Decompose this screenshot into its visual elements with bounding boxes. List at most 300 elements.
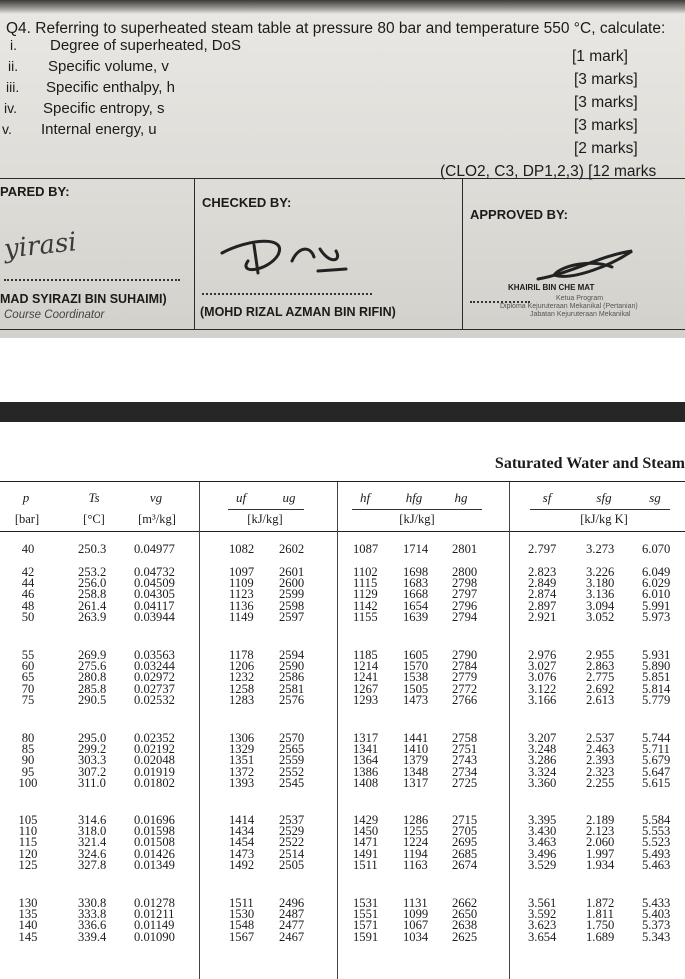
table-cell-T: 250.3 <box>78 542 107 556</box>
table-cell-uf: 1082 <box>229 542 255 556</box>
approved-by-label: APPROVED BY: <box>470 207 568 222</box>
table-cell-uf: 1258 <box>229 681 255 696</box>
table-cell-T: 333.8 <box>78 907 107 922</box>
table-cell-T: 263.9 <box>78 609 107 624</box>
table-cell-sfg: 2.123 <box>586 824 615 839</box>
table-cell-sg: 5.343 <box>642 929 671 944</box>
table-cell-T: 339.4 <box>78 929 107 944</box>
table-cell-sf: 3.027 <box>528 659 557 674</box>
table-cell-uf: 1351 <box>229 753 255 768</box>
table-cell-sg: 5.433 <box>642 896 671 910</box>
table-cell-hfg: 1067 <box>403 918 429 933</box>
table-cell-sfg: 1.997 <box>586 846 615 861</box>
table-cell-sg: 5.463 <box>642 857 671 872</box>
table-cell-v: 0.01149 <box>134 918 175 933</box>
unit-bar <box>228 509 304 510</box>
question-item-marks: [3 marks] <box>574 94 638 111</box>
table-cell-hf: 1293 <box>353 692 379 707</box>
table-cell-sg: 5.711 <box>642 742 670 757</box>
unit-bar <box>352 509 482 510</box>
table-cell-hf: 1241 <box>353 670 379 685</box>
table-cell-hfg: 1410 <box>403 742 429 757</box>
header-p: p <box>22 490 30 505</box>
table-cell-hg: 2796 <box>452 598 478 613</box>
table-cell-T: 299.2 <box>78 742 107 757</box>
table-cell-ug: 2529 <box>279 824 305 839</box>
table-cell-sg: 5.553 <box>642 824 671 839</box>
table-cell-ug: 2496 <box>279 896 305 910</box>
table-cell-sf: 3.561 <box>528 896 557 910</box>
question-item-text: Internal energy, u <box>41 121 157 138</box>
table-cell-p: 145 <box>18 929 38 944</box>
header-hg: hg <box>454 490 468 505</box>
table-top-rule <box>0 481 685 482</box>
question-item-marks: [3 marks] <box>574 71 638 88</box>
table-cell-sg: 5.744 <box>642 731 671 745</box>
table-cell-T: 303.3 <box>78 753 107 768</box>
table-cell-hfg: 1286 <box>403 813 429 827</box>
table-cell-sg: 5.890 <box>642 659 671 674</box>
unit-h: [kJ/kg] <box>399 512 435 526</box>
table-cell-ug: 2487 <box>279 907 305 922</box>
table-cell-sf: 2.823 <box>528 565 557 579</box>
table-cell-hg: 2695 <box>452 835 478 850</box>
unit-s: [kJ/kg K] <box>580 512 628 526</box>
table-cell-hfg: 1224 <box>403 835 429 850</box>
table-cell-hfg: 1317 <box>403 775 429 790</box>
question-total: (CLO2, C3, DP1,2,3) [12 marks <box>440 163 657 180</box>
table-cell-p: 50 <box>21 609 35 624</box>
signature-table <box>0 178 685 330</box>
table-cell-uf: 1393 <box>229 775 255 790</box>
table-cell-ug: 2545 <box>279 775 305 790</box>
table-cell-hfg: 1099 <box>403 907 429 922</box>
table-cell-uf: 1492 <box>229 857 255 872</box>
table-cell-uf: 1454 <box>229 835 255 850</box>
column-divider <box>509 482 510 979</box>
table-cell-hg: 2685 <box>452 846 478 861</box>
item-number: iv. <box>4 100 17 116</box>
table-cell-T: 253.2 <box>78 565 107 579</box>
table-cell-v: 0.01090 <box>134 929 175 944</box>
question-item-marks: [3 marks] <box>574 117 638 134</box>
table-cell-T: 327.8 <box>78 857 107 872</box>
item-number: v. <box>2 121 12 137</box>
table-cell-sg: 5.679 <box>642 753 671 768</box>
table-cell-p: 65 <box>21 670 35 685</box>
table-cell-T: 330.8 <box>78 896 107 910</box>
divider <box>462 179 463 329</box>
table-cell-T: 280.8 <box>78 670 107 685</box>
prepared-by-label: PARED BY: <box>0 184 70 199</box>
table-cell-hfg: 1505 <box>403 681 429 696</box>
table-cell-uf: 1372 <box>229 764 255 779</box>
table-cell-p: 110 <box>18 824 38 839</box>
table-cell-v: 0.01802 <box>134 775 175 790</box>
table-cell-uf: 1149 <box>229 609 254 624</box>
table-cell-sg: 5.851 <box>642 670 671 685</box>
table-cell-sfg: 3.226 <box>586 565 615 579</box>
table-cell-uf: 1567 <box>229 929 255 944</box>
table-cell-sf: 2.797 <box>528 542 557 556</box>
header-sf: sf <box>542 490 552 505</box>
table-cell-sg: 5.931 <box>642 648 671 662</box>
table-cell-hf: 1511 <box>353 857 378 872</box>
table-cell-T: 324.6 <box>78 846 107 861</box>
table-cell-sfg: 2.692 <box>586 681 615 696</box>
header-ug: ug <box>282 490 296 505</box>
question-item-marks: [2 marks] <box>574 140 638 157</box>
table-cell-uf: 1109 <box>229 576 254 591</box>
table-cell-p: 120 <box>18 846 38 861</box>
table-cell-ug: 2477 <box>279 918 305 933</box>
table-cell-ug: 2559 <box>279 753 305 768</box>
table-cell-hg: 2650 <box>452 907 478 922</box>
table-cell-sg: 6.070 <box>642 542 671 556</box>
table-cell-ug: 2581 <box>279 681 305 696</box>
table-cell-T: 285.8 <box>78 681 107 696</box>
table-cell-hfg: 1473 <box>403 692 429 707</box>
table-cell-p: 46 <box>21 587 35 602</box>
table-cell-sfg: 1.689 <box>586 929 615 944</box>
table-cell-p: 95 <box>21 764 35 779</box>
header-uf: uf <box>235 490 247 505</box>
table-cell-sf: 3.360 <box>528 775 557 790</box>
table-cell-ug: 2594 <box>279 648 305 662</box>
table-cell-p: 105 <box>18 813 38 827</box>
table-cell-sfg: 3.094 <box>586 598 615 613</box>
table-cell-sf: 2.897 <box>528 598 557 613</box>
table-cell-hfg: 1605 <box>403 648 429 662</box>
table-cell-sf: 3.122 <box>528 681 557 696</box>
table-cell-hg: 2766 <box>452 692 478 707</box>
table-cell-sg: 5.373 <box>642 918 671 933</box>
checked-name: (MOHD RIZAL AZMAN BIN RIFIN) <box>200 305 396 319</box>
table-cell-v: 0.01598 <box>134 824 175 839</box>
table-cell-hg: 2638 <box>452 918 478 933</box>
table-cell-sg: 5.779 <box>642 692 671 707</box>
table-cell-sg: 6.029 <box>642 576 671 591</box>
table-cell-hfg: 1255 <box>403 824 429 839</box>
table-cell-ug: 2565 <box>279 742 305 757</box>
table-title: Saturated Water and Steam <box>494 455 685 472</box>
unit-p: [bar] <box>14 512 40 526</box>
table-cell-ug: 2598 <box>279 598 305 613</box>
table-cell-hg: 2705 <box>452 824 478 839</box>
table-cell-ug: 2570 <box>279 731 305 745</box>
table-cell-ug: 2599 <box>279 587 305 602</box>
table-cell-v: 0.04977 <box>134 542 175 556</box>
prepared-signature: yirasi <box>2 227 78 265</box>
signature-line <box>4 279 180 281</box>
table-cell-T: 258.8 <box>78 587 107 602</box>
header-hf: hf <box>359 490 371 505</box>
table-cell-v: 0.02192 <box>134 742 175 757</box>
table-cell-sg: 5.615 <box>642 775 671 790</box>
table-cell-T: 314.6 <box>78 813 107 827</box>
table-cell-hfg: 1698 <box>403 565 429 579</box>
table-cell-v: 0.04305 <box>134 587 175 602</box>
table-cell-ug: 2552 <box>279 764 305 779</box>
table-cell-hf: 1155 <box>353 609 378 624</box>
table-cell-v: 0.02972 <box>134 670 175 685</box>
table-cell-hfg: 1163 <box>403 857 428 872</box>
table-cell-hf: 1115 <box>353 576 378 591</box>
table-cell-hf: 1185 <box>353 648 378 662</box>
table-cell-sfg: 2.955 <box>586 648 615 662</box>
table-cell-hfg: 1538 <box>403 670 429 685</box>
table-cell-hg: 2779 <box>452 670 478 685</box>
table-cell-uf: 1123 <box>229 587 254 602</box>
table-cell-p: 100 <box>18 775 38 790</box>
table-cell-ug: 2505 <box>279 857 305 872</box>
table-cell-sfg: 1.811 <box>586 907 614 922</box>
table-cell-uf: 1329 <box>229 742 255 757</box>
table-cell-p: 140 <box>18 918 38 933</box>
table-cell-v: 0.01349 <box>134 857 175 872</box>
table-cell-hg: 2758 <box>452 731 478 745</box>
table-cell-sf: 3.395 <box>528 813 557 827</box>
table-cell-hfg: 1639 <box>403 609 429 624</box>
table-cell-uf: 1530 <box>229 907 255 922</box>
table-cell-sfg: 3.136 <box>586 587 615 602</box>
table-cell-ug: 2522 <box>279 835 305 850</box>
table-cell-T: 318.0 <box>78 824 107 839</box>
table-cell-v: 0.01919 <box>134 764 175 779</box>
table-cell-hg: 2715 <box>452 813 478 827</box>
table-cell-sfg: 3.180 <box>586 576 615 591</box>
header-rule <box>0 531 685 532</box>
table-cell-p: 40 <box>21 542 35 556</box>
table-cell-sf: 3.496 <box>528 846 557 861</box>
table-cell-T: 275.6 <box>78 659 107 674</box>
table-cell-sg: 5.523 <box>642 835 671 850</box>
table-cell-p: 44 <box>21 576 35 591</box>
table-cell-sfg: 2.537 <box>586 731 615 745</box>
table-cell-ug: 2576 <box>279 692 305 707</box>
question-item-marks: [1 mark] <box>572 48 628 65</box>
table-cell-uf: 1206 <box>229 659 255 674</box>
table-cell-hg: 2790 <box>452 648 478 662</box>
table-cell-p: 70 <box>21 681 35 696</box>
table-cell-p: 55 <box>21 648 35 662</box>
table-cell-ug: 2590 <box>279 659 305 674</box>
approved-stamp-name: KHAIRIL BIN CHE MAT <box>508 283 595 292</box>
table-cell-hf: 1142 <box>353 598 378 613</box>
table-cell-hf: 1408 <box>353 775 379 790</box>
table-cell-v: 0.02737 <box>134 681 175 696</box>
header-vg: vg <box>149 490 163 505</box>
table-cell-p: 48 <box>21 598 35 613</box>
table-cell-sf: 3.529 <box>528 857 557 872</box>
checked-signature <box>218 231 358 281</box>
table-cell-hf: 1551 <box>353 907 379 922</box>
table-cell-sfg: 2.613 <box>586 692 615 707</box>
table-cell-sf: 2.976 <box>528 648 557 662</box>
table-cell-sg: 5.991 <box>642 598 671 613</box>
unit-bar <box>530 509 670 510</box>
table-cell-uf: 1283 <box>229 692 255 707</box>
table-cell-T: 321.4 <box>78 835 107 850</box>
table-cell-hg: 2743 <box>452 753 478 768</box>
table-cell-uf: 1511 <box>229 896 254 910</box>
table-cell-hf: 1364 <box>353 753 379 768</box>
divider <box>194 179 195 329</box>
table-cell-v: 0.01508 <box>134 835 175 850</box>
table-cell-hf: 1429 <box>353 813 379 827</box>
table-cell-hf: 1471 <box>353 835 379 850</box>
table-cell-v: 0.01426 <box>134 846 175 861</box>
table-cell-p: 85 <box>21 742 35 757</box>
table-cell-sg: 5.403 <box>642 907 671 922</box>
table-cell-hg: 2674 <box>452 857 478 872</box>
table-cell-sf: 3.324 <box>528 764 557 779</box>
paper-shadow <box>0 0 685 14</box>
table-cell-sf: 3.623 <box>528 918 557 933</box>
table-cell-T: 261.4 <box>78 598 107 613</box>
table-cell-sf: 2.921 <box>528 609 557 624</box>
table-cell-p: 130 <box>18 896 38 910</box>
item-number: iii. <box>6 79 20 95</box>
table-cell-ug: 2597 <box>279 609 305 624</box>
column-divider <box>337 482 338 979</box>
approved-signature <box>532 245 652 285</box>
unit-u: [kJ/kg] <box>247 512 283 526</box>
table-cell-hf: 1491 <box>353 846 379 861</box>
table-cell-hf: 1386 <box>353 764 379 779</box>
table-cell-v: 0.04509 <box>134 576 175 591</box>
table-cell-v: 0.02532 <box>134 692 175 707</box>
table-cell-hf: 1087 <box>353 542 379 556</box>
table-cell-hg: 2794 <box>452 609 478 624</box>
question-item-text: Specific volume, v <box>48 58 169 75</box>
table-cell-uf: 1232 <box>229 670 255 685</box>
item-number: ii. <box>8 58 19 74</box>
table-cell-hf: 1591 <box>353 929 379 944</box>
unit-T: [°C] <box>83 512 105 526</box>
table-cell-p: 60 <box>21 659 35 674</box>
question-title: Q4. Referring to superheated steam table at pressure 80 bar and temperature 550 °C, calculate: <box>6 20 666 37</box>
table-cell-sf: 3.076 <box>528 670 557 685</box>
table-cell-hfg: 1348 <box>403 764 429 779</box>
table-cell-ug: 2602 <box>279 542 305 556</box>
prepared-role: Course Coordinator <box>4 309 105 321</box>
table-cell-sf: 3.463 <box>528 835 557 850</box>
table-cell-v: 0.03944 <box>134 609 175 624</box>
table-cell-uf: 1097 <box>229 565 255 579</box>
table-cell-hf: 1214 <box>353 659 379 674</box>
table-cell-hf: 1102 <box>353 565 378 579</box>
table-cell-sf: 2.874 <box>528 587 557 602</box>
table-cell-sg: 5.584 <box>642 813 671 827</box>
table-cell-sfg: 2.393 <box>586 753 615 768</box>
header-sg: sg <box>649 490 661 505</box>
table-cell-sfg: 2.060 <box>586 835 615 850</box>
table-cell-uf: 1414 <box>229 813 255 827</box>
table-cell-T: 307.2 <box>78 764 107 779</box>
table-cell-sf: 3.166 <box>528 692 557 707</box>
table-cell-p: 125 <box>18 857 38 872</box>
table-cell-v: 0.01278 <box>134 896 175 910</box>
question-item-text: Degree of superheated, DoS <box>50 37 241 54</box>
table-cell-T: 256.0 <box>78 576 107 591</box>
table-cell-sf: 3.430 <box>528 824 557 839</box>
table-cell-sg: 5.973 <box>642 609 671 624</box>
table-cell-sf: 2.849 <box>528 576 557 591</box>
stamp-line: Ketua Program <box>556 295 604 302</box>
table-cell-ug: 2467 <box>279 929 305 944</box>
table-cell-v: 0.01696 <box>134 813 175 827</box>
header-sfg: sfg <box>596 490 612 505</box>
signature-line <box>202 293 372 295</box>
table-cell-T: 295.0 <box>78 731 107 745</box>
table-cell-sg: 6.049 <box>642 565 671 579</box>
table-cell-p: 115 <box>18 835 38 850</box>
table-cell-sfg: 2.255 <box>586 775 615 790</box>
table-cell-sg: 6.010 <box>642 587 671 602</box>
table-cell-T: 290.5 <box>78 692 107 707</box>
table-cell-uf: 1548 <box>229 918 255 933</box>
table-cell-hg: 2751 <box>452 742 478 757</box>
table-cell-hg: 2801 <box>452 542 478 556</box>
table-cell-ug: 2514 <box>279 846 305 861</box>
table-cell-T: 311.0 <box>78 775 106 790</box>
table-cell-sfg: 2.775 <box>586 670 615 685</box>
table-cell-hfg: 1683 <box>403 576 429 591</box>
table-cell-sf: 3.654 <box>528 929 557 944</box>
table-cell-hfg: 1034 <box>403 929 429 944</box>
table-cell-hfg: 1668 <box>403 587 429 602</box>
checked-by-label: CHECKED BY: <box>202 195 292 210</box>
table-cell-sfg: 1.934 <box>586 857 615 872</box>
table-cell-sfg: 2.189 <box>586 813 615 827</box>
table-cell-hfg: 1714 <box>403 542 429 556</box>
table-cell-sg: 5.814 <box>642 681 671 696</box>
table-cell-sfg: 2.323 <box>586 764 615 779</box>
table-cell-hg: 2800 <box>452 565 478 579</box>
table-cell-T: 336.6 <box>78 918 107 933</box>
table-cell-v: 0.03244 <box>134 659 175 674</box>
table-cell-uf: 1473 <box>229 846 255 861</box>
table-cell-p: 90 <box>21 753 35 768</box>
table-cell-p: 75 <box>21 692 35 707</box>
table-cell-ug: 2600 <box>279 576 305 591</box>
exam-paper-photo <box>0 0 685 338</box>
table-cell-uf: 1306 <box>229 731 255 745</box>
table-cell-hfg: 1194 <box>403 846 428 861</box>
table-cell-hf: 1341 <box>353 742 379 757</box>
table-cell-ug: 2586 <box>279 670 305 685</box>
header-Ts: Ts <box>88 490 100 505</box>
column-divider <box>199 482 200 979</box>
table-cell-hf: 1531 <box>353 896 379 910</box>
table-cell-v: 0.04732 <box>134 565 175 579</box>
unit-v: [m³/kg] <box>138 512 176 526</box>
table-cell-sfg: 3.273 <box>586 542 615 556</box>
table-cell-ug: 2537 <box>279 813 305 827</box>
table-cell-hg: 2662 <box>452 896 478 910</box>
photo-border <box>0 402 685 422</box>
table-cell-p: 42 <box>21 565 35 579</box>
table-cell-hg: 2798 <box>452 576 478 591</box>
table-cell-hg: 2797 <box>452 587 478 602</box>
table-cell-hfg: 1570 <box>403 659 429 674</box>
item-number: i. <box>10 37 17 53</box>
prepared-name: MAD SYIRAZI BIN SUHAIMI) <box>0 292 167 306</box>
table-cell-sg: 5.647 <box>642 764 671 779</box>
table-cell-hg: 2625 <box>452 929 478 944</box>
table-cell-ug: 2601 <box>279 565 305 579</box>
